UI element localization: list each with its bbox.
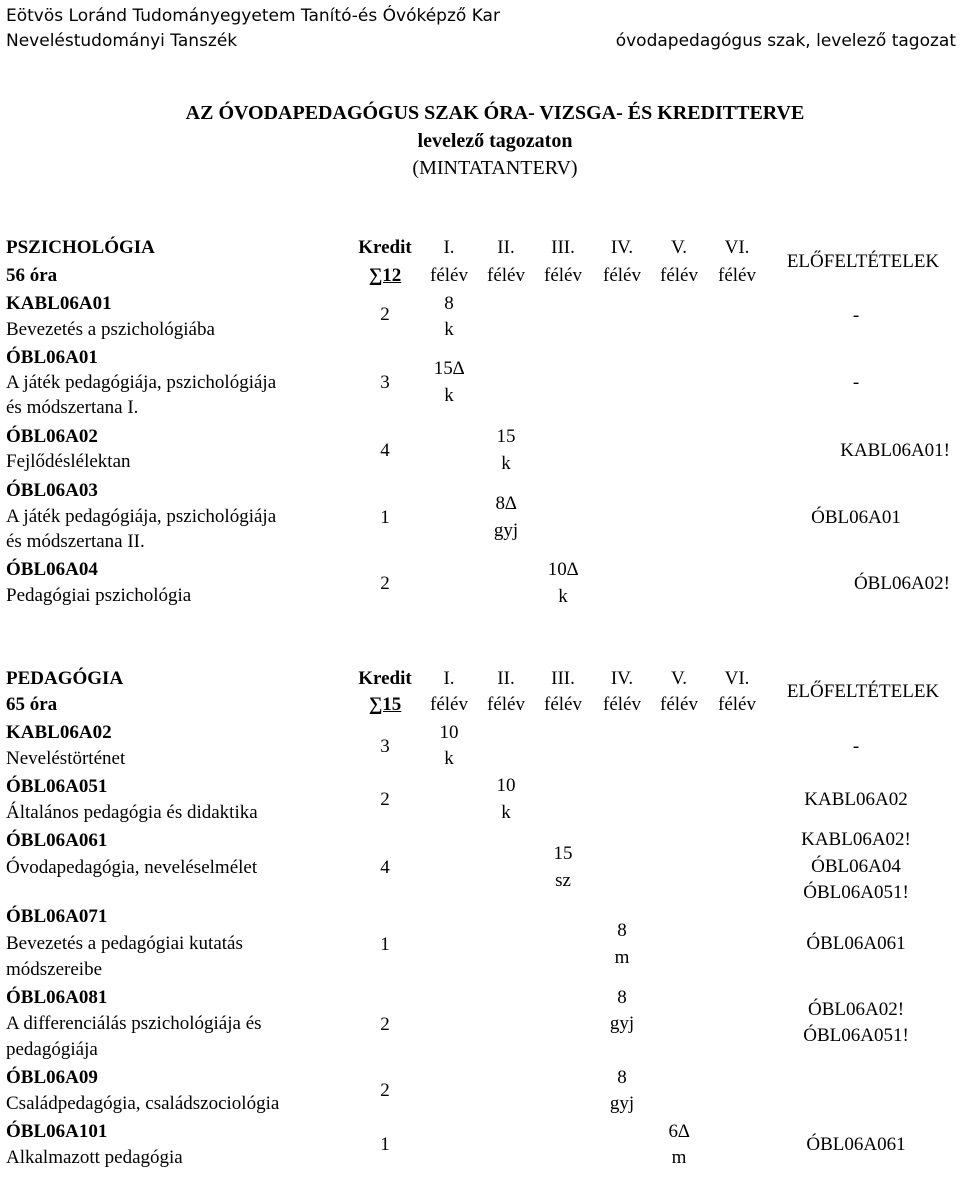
course-hours: 8∆ (495, 493, 517, 514)
course-code: ÓBL06A101 (6, 1121, 108, 1142)
sem-4-header: IV. (610, 237, 634, 258)
course-hours: 10 (496, 775, 516, 796)
sem-4-header: IV. (610, 668, 634, 689)
credit-header: Kredit (358, 668, 412, 689)
course-title: módszereibe (6, 959, 103, 980)
course-exam: gyj (609, 1013, 635, 1034)
course-title: Bevezetés a pedagógiai kutatás (6, 933, 243, 954)
course-title: Bevezetés a pszichológiába (6, 319, 215, 340)
course-prereq: - (852, 372, 860, 393)
course-credit: 1 (380, 1134, 390, 1155)
course-credit: 4 (380, 857, 390, 878)
course-title: Általános pedagógia és didaktika (6, 802, 258, 823)
course-hours: 15 (553, 843, 573, 864)
course-credit: 4 (380, 440, 390, 461)
course-title: Óvodapedagógia, neveléselmélet (6, 857, 258, 878)
sem-3-felev: félév (544, 694, 582, 715)
course-hours: 8 (444, 293, 454, 314)
course-code: ÓBL06A061 (6, 830, 108, 851)
course-code: ÓBL06A02 (6, 426, 98, 447)
sem-6-felev: félév (718, 694, 756, 715)
course-prereq: ÓBL06A02! (807, 999, 905, 1020)
course-prereq: ÓBL06A02! (853, 573, 950, 594)
sem-5-header: V. (670, 237, 688, 258)
credit-sum: ∑15 (368, 694, 402, 715)
section-hours: 65 óra (6, 694, 58, 715)
course-prereq: KABL06A01! (840, 440, 950, 461)
course-code: ÓBL06A01 (6, 347, 98, 368)
course-title: és módszertana I. (6, 397, 139, 418)
course-hours: 10∆ (547, 559, 579, 580)
sem-5-felev: félév (660, 694, 698, 715)
course-title: pedagógiája (6, 1039, 98, 1060)
course-title: A játék pedagógiája, pszichológiája (6, 372, 277, 393)
sem-5-felev: félév (660, 265, 698, 286)
sem-1-header: I. (443, 668, 455, 689)
course-credit: 3 (380, 736, 390, 757)
course-credit: 1 (380, 507, 390, 528)
course-prereq: ÓBL06A051! (803, 1025, 909, 1046)
course-hours: 8 (617, 1067, 627, 1088)
sem-1-header: I. (443, 237, 455, 258)
sem-2-header: II. (497, 237, 515, 258)
course-hours: 8 (617, 920, 627, 941)
course-credit: 2 (380, 304, 390, 325)
course-credit: 1 (380, 934, 390, 955)
course-hours: 15 (496, 426, 516, 447)
university-name: Eötvös Loránd Tudományegyetem Tanító-és Óvóképző Kar (6, 6, 500, 26)
course-prereq: ÓBL06A01 (811, 507, 901, 528)
course-hours: 8 (617, 987, 627, 1008)
course-credit: 2 (380, 789, 390, 810)
course-exam: gyj (493, 520, 519, 541)
course-prereq: KABL06A02 (804, 789, 908, 810)
course-credit: 2 (380, 1014, 390, 1035)
course-title: Alkalmazott pedagógia (6, 1147, 183, 1168)
course-hours: 15∆ (433, 358, 465, 379)
course-prereq: ÓBL06A061 (806, 933, 906, 954)
course-prereq: - (852, 305, 860, 326)
section-name: PEDAGÓGIA (6, 668, 124, 689)
course-title: és módszertana II. (6, 531, 145, 552)
sem-2-header: II. (497, 668, 515, 689)
course-title: Pedagógiai pszichológia (6, 585, 192, 606)
course-exam: k (444, 385, 454, 406)
sem-6-header: VI. (724, 668, 750, 689)
course-exam: k (501, 802, 511, 823)
page-title: AZ ÓVODAPEDAGÓGUS SZAK ÓRA- VIZSGA- ÉS KREDITTERVE (185, 102, 805, 124)
course-title: A játék pedagógiája, pszichológiája (6, 506, 277, 527)
course-credit: 3 (380, 372, 390, 393)
course-title: A differenciálás pszichológiája és (6, 1013, 262, 1034)
sem-3-header: III. (551, 237, 575, 258)
page-subtitle-2: (MINTATANTERV) (412, 157, 578, 179)
course-code: ÓBL06A081 (6, 987, 108, 1008)
course-exam: k (501, 453, 511, 474)
sem-6-header: VI. (724, 237, 750, 258)
section-name: PSZICHOLÓGIA (6, 237, 155, 258)
course-exam: k (444, 319, 454, 340)
course-exam: gyj (609, 1093, 635, 1114)
course-credit: 2 (380, 1080, 390, 1101)
course-code: KABL06A01 (6, 293, 112, 314)
course-prereq: ÓBL06A061 (806, 1134, 906, 1155)
course-title: Neveléstörténet (6, 748, 126, 769)
course-credit: 2 (380, 573, 390, 594)
sem-4-felev: félév (603, 694, 641, 715)
course-code: ÓBL06A03 (6, 480, 98, 501)
course-prereq: ÓBL06A04 (811, 856, 901, 877)
section-hours: 56 óra (6, 265, 58, 286)
course-title: Családpedagógia, családszociológia (6, 1093, 280, 1114)
prereq-header: ELŐFELTÉTELEK (786, 681, 940, 702)
sem-2-felev: félév (487, 265, 525, 286)
credit-header: Kredit (358, 237, 412, 258)
sem-4-felev: félév (603, 265, 641, 286)
course-hours: 10 (439, 722, 459, 743)
course-hours: 6∆ (668, 1121, 690, 1142)
sem-5-header: V. (670, 668, 688, 689)
course-code: ÓBL06A04 (6, 559, 98, 580)
program-name: óvodapedagógus szak, levelező tagozat (615, 31, 956, 51)
course-exam: m (671, 1147, 687, 1168)
sem-3-header: III. (551, 668, 575, 689)
course-code: ÓBL06A09 (6, 1067, 98, 1088)
course-exam: m (614, 947, 630, 968)
course-prereq: - (852, 736, 860, 757)
sem-1-felev: félév (430, 694, 468, 715)
course-code: ÓBL06A051 (6, 776, 108, 797)
page-subtitle: levelező tagozaton (417, 130, 573, 152)
course-title: Fejlődéslélektan (6, 451, 131, 472)
course-code: KABL06A02 (6, 722, 112, 743)
course-prereq: ÓBL06A051! (803, 882, 909, 903)
course-code: ÓBL06A071 (6, 906, 108, 927)
prereq-header: ELŐFELTÉTELEK (786, 251, 940, 272)
sem-3-felev: félév (544, 265, 582, 286)
course-exam: k (558, 586, 568, 607)
sem-2-felev: félév (487, 694, 525, 715)
sem-6-felev: félév (718, 265, 756, 286)
course-exam: k (444, 748, 454, 769)
sem-1-felev: félév (430, 265, 468, 286)
course-exam: sz (555, 870, 571, 891)
credit-sum: ∑12 (368, 265, 402, 286)
course-prereq: KABL06A02! (801, 829, 911, 850)
department-name: Neveléstudományi Tanszék (6, 31, 238, 51)
